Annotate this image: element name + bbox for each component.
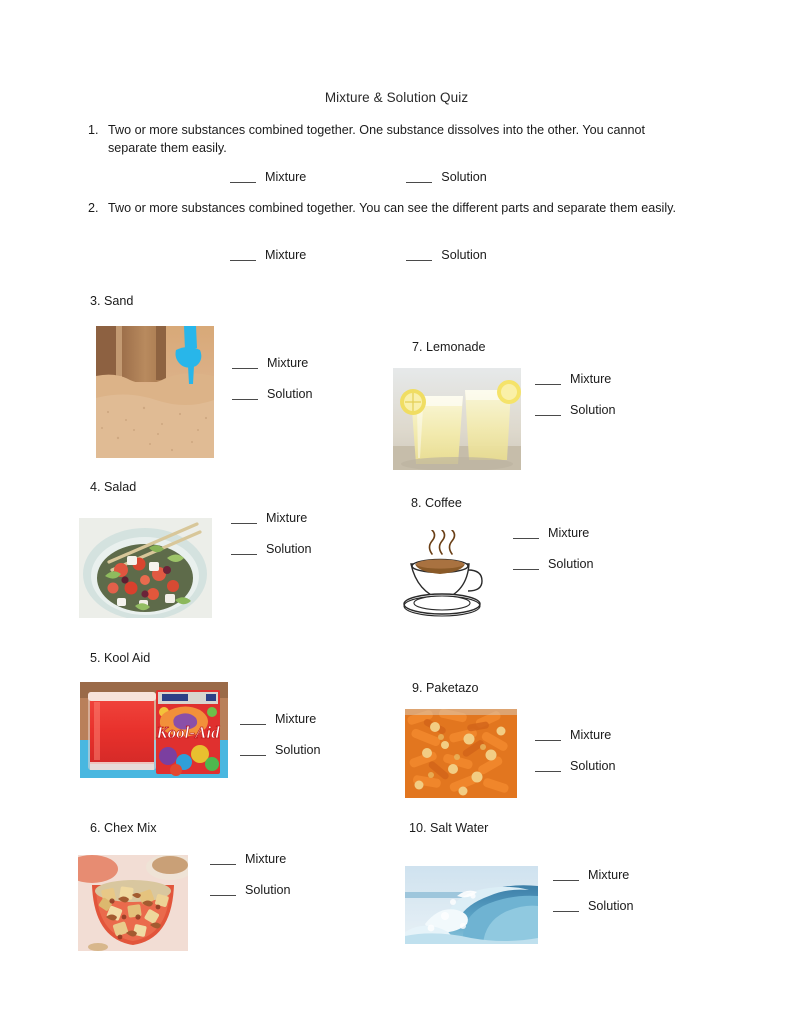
salad-photo (79, 518, 212, 618)
answer-blank-mixture[interactable] (230, 249, 256, 261)
answer-option-mixture[interactable] (230, 248, 306, 262)
answer-blank-solution[interactable] (553, 900, 579, 912)
answer-blank-mixture[interactable] (231, 512, 257, 524)
question-text: Two or more substances combined together. One substance dissolves into the other. You cannot separate them easily. (108, 123, 645, 155)
paketazo-snack-photo (405, 709, 517, 798)
definition-question-1 (88, 122, 688, 157)
option-label-solution: Solution (441, 170, 487, 184)
coffee-cup-graphic (398, 530, 488, 622)
option-label-mixture: Mixture (265, 170, 307, 184)
answer-option-solution[interactable] (406, 248, 487, 262)
answer-blank-solution[interactable] (513, 558, 539, 570)
answer-stack-chex-mix (210, 852, 291, 897)
item-caption-chex-mix: 6. Chex Mix (90, 821, 157, 835)
chex-mix-photo (78, 855, 188, 951)
item-caption-kool-aid: 5. Kool Aid (90, 651, 151, 665)
item-caption-sand: 3. Sand (90, 294, 134, 308)
option-label-mixture: Mixture (275, 712, 317, 726)
answer-blank-mixture[interactable] (210, 853, 236, 865)
sand-photo-graphic (96, 326, 214, 458)
lemonade-photo (393, 368, 521, 470)
chex-mix-photo-graphic (78, 855, 188, 951)
answer-option-mixture[interactable] (513, 526, 594, 540)
answer-row-q2 (230, 248, 487, 262)
option-label-solution: Solution (266, 542, 312, 556)
kool-aid-photo (80, 682, 228, 778)
answer-option-solution[interactable] (535, 759, 616, 773)
answer-option-mixture[interactable] (231, 511, 312, 525)
answer-option-solution[interactable] (553, 899, 634, 913)
answer-blank-solution[interactable] (406, 249, 432, 261)
salad-photo-graphic (79, 518, 212, 618)
item-caption-lemonade: 7. Lemonade (412, 340, 486, 354)
option-label-solution: Solution (275, 743, 321, 757)
answer-stack-kool-aid (240, 712, 321, 757)
paketazo-photo-graphic (405, 709, 517, 798)
option-label-solution: Solution (245, 883, 291, 897)
answer-blank-solution[interactable] (406, 171, 432, 183)
answer-blank-solution[interactable] (535, 760, 561, 772)
answer-blank-solution[interactable] (232, 388, 258, 400)
answer-stack-paketazo (535, 728, 616, 773)
option-label-mixture: Mixture (265, 248, 307, 262)
answer-blank-solution[interactable] (240, 744, 266, 756)
answer-option-solution[interactable] (240, 743, 321, 757)
ocean-wave-photo (405, 866, 538, 944)
option-label-solution: Solution (441, 248, 487, 262)
answer-option-mixture[interactable] (553, 868, 634, 882)
answer-blank-solution[interactable] (535, 404, 561, 416)
option-label-solution: Solution (588, 899, 634, 913)
answer-option-solution[interactable] (535, 403, 616, 417)
answer-option-solution[interactable] (232, 387, 313, 401)
lemonade-photo-graphic (393, 368, 521, 470)
item-caption-coffee: 8. Coffee (411, 496, 462, 510)
option-label-mixture: Mixture (588, 868, 630, 882)
answer-option-solution[interactable] (231, 542, 312, 556)
answer-stack-sand (232, 356, 313, 401)
option-label-mixture: Mixture (267, 356, 309, 370)
option-label-mixture: Mixture (548, 526, 590, 540)
answer-option-mixture[interactable] (240, 712, 321, 726)
answer-blank-solution[interactable] (210, 884, 236, 896)
answer-blank-mixture[interactable] (553, 869, 579, 881)
svg-text:Kool-Aid: Kool-Aid (156, 723, 220, 742)
answer-blank-mixture[interactable] (230, 171, 256, 183)
option-label-mixture: Mixture (570, 728, 612, 742)
answer-option-mixture[interactable] (535, 728, 616, 742)
option-label-mixture: Mixture (570, 372, 612, 386)
answer-option-solution[interactable] (210, 883, 291, 897)
answer-stack-lemonade (535, 372, 616, 417)
answer-blank-mixture[interactable] (232, 357, 258, 369)
coffee-cup-illustration (398, 530, 488, 622)
sand-photo (96, 326, 214, 458)
answer-blank-mixture[interactable] (535, 373, 561, 385)
kool-aid-photo-graphic (80, 682, 228, 778)
answer-option-solution[interactable] (406, 170, 487, 184)
answer-stack-salt-water (553, 868, 634, 913)
definition-question-2 (88, 200, 688, 218)
option-label-solution: Solution (570, 403, 616, 417)
answer-stack-coffee (513, 526, 594, 571)
option-label-solution: Solution (548, 557, 594, 571)
answer-option-mixture[interactable] (232, 356, 313, 370)
question-number: 2. (88, 201, 99, 215)
item-caption-paketazo: 9. Paketazo (412, 681, 479, 695)
answer-blank-mixture[interactable] (240, 713, 266, 725)
option-label-solution: Solution (267, 387, 313, 401)
option-label-mixture: Mixture (245, 852, 287, 866)
answer-option-mixture[interactable] (210, 852, 291, 866)
answer-blank-mixture[interactable] (513, 527, 539, 539)
question-text: Two or more substances combined together. You can see the different parts and separate them easily. (108, 201, 676, 215)
answer-row-q1 (230, 170, 487, 184)
item-caption-salad: 4. Salad (90, 480, 137, 494)
answer-stack-salad (231, 511, 312, 556)
answer-option-mixture[interactable] (535, 372, 616, 386)
option-label-solution: Solution (570, 759, 616, 773)
answer-blank-solution[interactable] (231, 543, 257, 555)
answer-option-solution[interactable] (513, 557, 594, 571)
option-label-mixture: Mixture (266, 511, 308, 525)
page-title: Mixture & Solution Quiz (324, 90, 469, 105)
answer-option-mixture[interactable] (230, 170, 306, 184)
question-number: 1. (88, 123, 99, 137)
answer-blank-mixture[interactable] (535, 729, 561, 741)
item-caption-salt-water: 10. Salt Water (409, 821, 489, 835)
ocean-wave-graphic (405, 866, 538, 944)
